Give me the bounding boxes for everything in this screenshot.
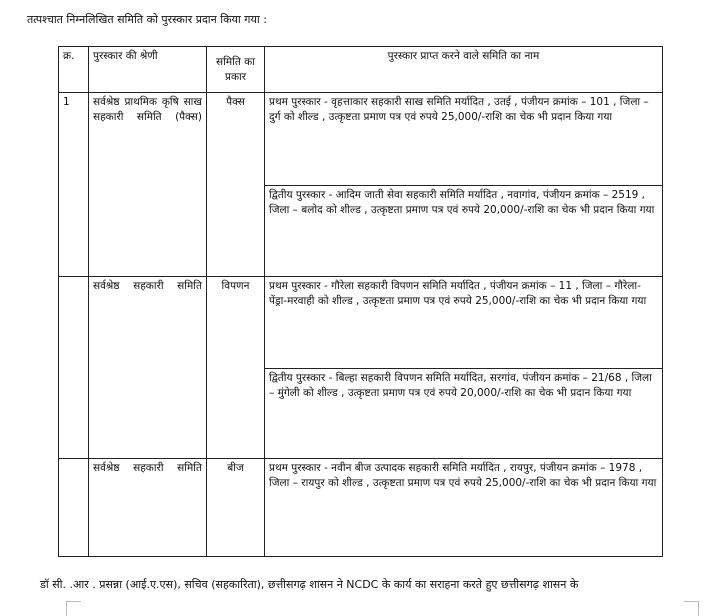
row-category: सर्वश्रेष्ठ प्राथमिक कृषि साख सहकारी समिति (पैक्स) — [89, 93, 207, 277]
award-entry: प्रथम पुरस्कार - गौरेला सहकारी विपणन समिति मर्यादित , पंजीयन क्रमांक – 11 , जिला – गौरेला-पेंड्रा-मरवाही को शील्ड , उत्कृष्टता प्रमाण पत्र एवं रुपये 25,000/-राशि का चेक भी प्रदान किया गया — [265, 277, 663, 369]
row-serial — [59, 277, 89, 459]
row-category: सर्वश्रेष्ठ सहकारी समिति — [89, 277, 207, 459]
table-row — [59, 459, 663, 557]
table-row — [59, 93, 663, 186]
award-entry: द्वितीय पुरस्कार - बिल्हा सहकारी विपणन समिति मर्यादित, सरगांव, पंजीयन क्रमांक – 21/68 , जिला – मुंगेली को शील्ड , उत्कृष्टता प्रमाण पत्र एवं रुपये 20,000/-राशि का चेक भी प्रदान किया गया — [265, 369, 663, 459]
row-type: बीज — [207, 459, 265, 557]
award-entry: द्वितीय पुरस्कार - आदिम जाती सेवा सहकारी समिति मर्यादित , नवागांव, पंजीयन क्रमांक – 2519 , जिला – बलोद को शील्ड , उत्कृष्टता प्रमाण पत्र एवं रुपये 20,000/-राशि का चेक भी प्रदान किया गया — [265, 186, 663, 277]
header-category: पुरस्कार की श्रेणी — [89, 47, 207, 93]
page-corner-mark-right — [684, 601, 699, 616]
intro-text: तत्पश्चात निम्नलिखित समिति को पुरस्कार प्रदान किया गया : — [27, 13, 267, 26]
award-entry: प्रथम पुरस्कार - नवीन बीज उत्पादक सहकारी समिति मर्यादित , रायपुर, पंजीयन क्रमांक – 1978 , जिला – रायपुर को शील्ड , उत्कृष्टता प्रमाण पत्र एवं रुपये 25,000/-राशि का चेक भी प्रदान किया गया — [265, 459, 663, 557]
row-type: विपणन — [207, 277, 265, 459]
header-recipient: पुरस्कार प्राप्त करने वाले समिति का नाम — [265, 47, 663, 93]
header-row — [59, 47, 663, 93]
row-serial — [59, 459, 89, 557]
awards-table — [58, 46, 663, 557]
table-row — [59, 277, 663, 369]
page-corner-mark-left — [66, 601, 81, 616]
header-type: समिति का प्रकार — [207, 47, 265, 93]
row-category: सर्वश्रेष्ठ सहकारी समिति — [89, 459, 207, 557]
award-entry: प्रथम पुरस्कार - वृहत्ताकार सहकारी साख समिति मर्यादित , उतई , पंजीयन क्रमांक – 101 , जिला – दुर्ग को शील्ड , उत्कृष्टता प्रमाण पत्र एवं रुपये 25,000/-राशि का चेक भी प्रदान किया गया — [265, 93, 663, 186]
row-serial: 1 — [59, 93, 89, 277]
row-type: पैक्स — [207, 93, 265, 277]
header-serial: क्र. — [59, 47, 89, 93]
footer-text: डॉ सी. .आर . प्रसन्ना (आई.ए.एस), सचिव (सहकारिता), छत्तीसगढ़ शासन ने NCDC के कार्य का सराहना करते हुए छत्तीसगढ़ शासन के — [40, 578, 579, 591]
